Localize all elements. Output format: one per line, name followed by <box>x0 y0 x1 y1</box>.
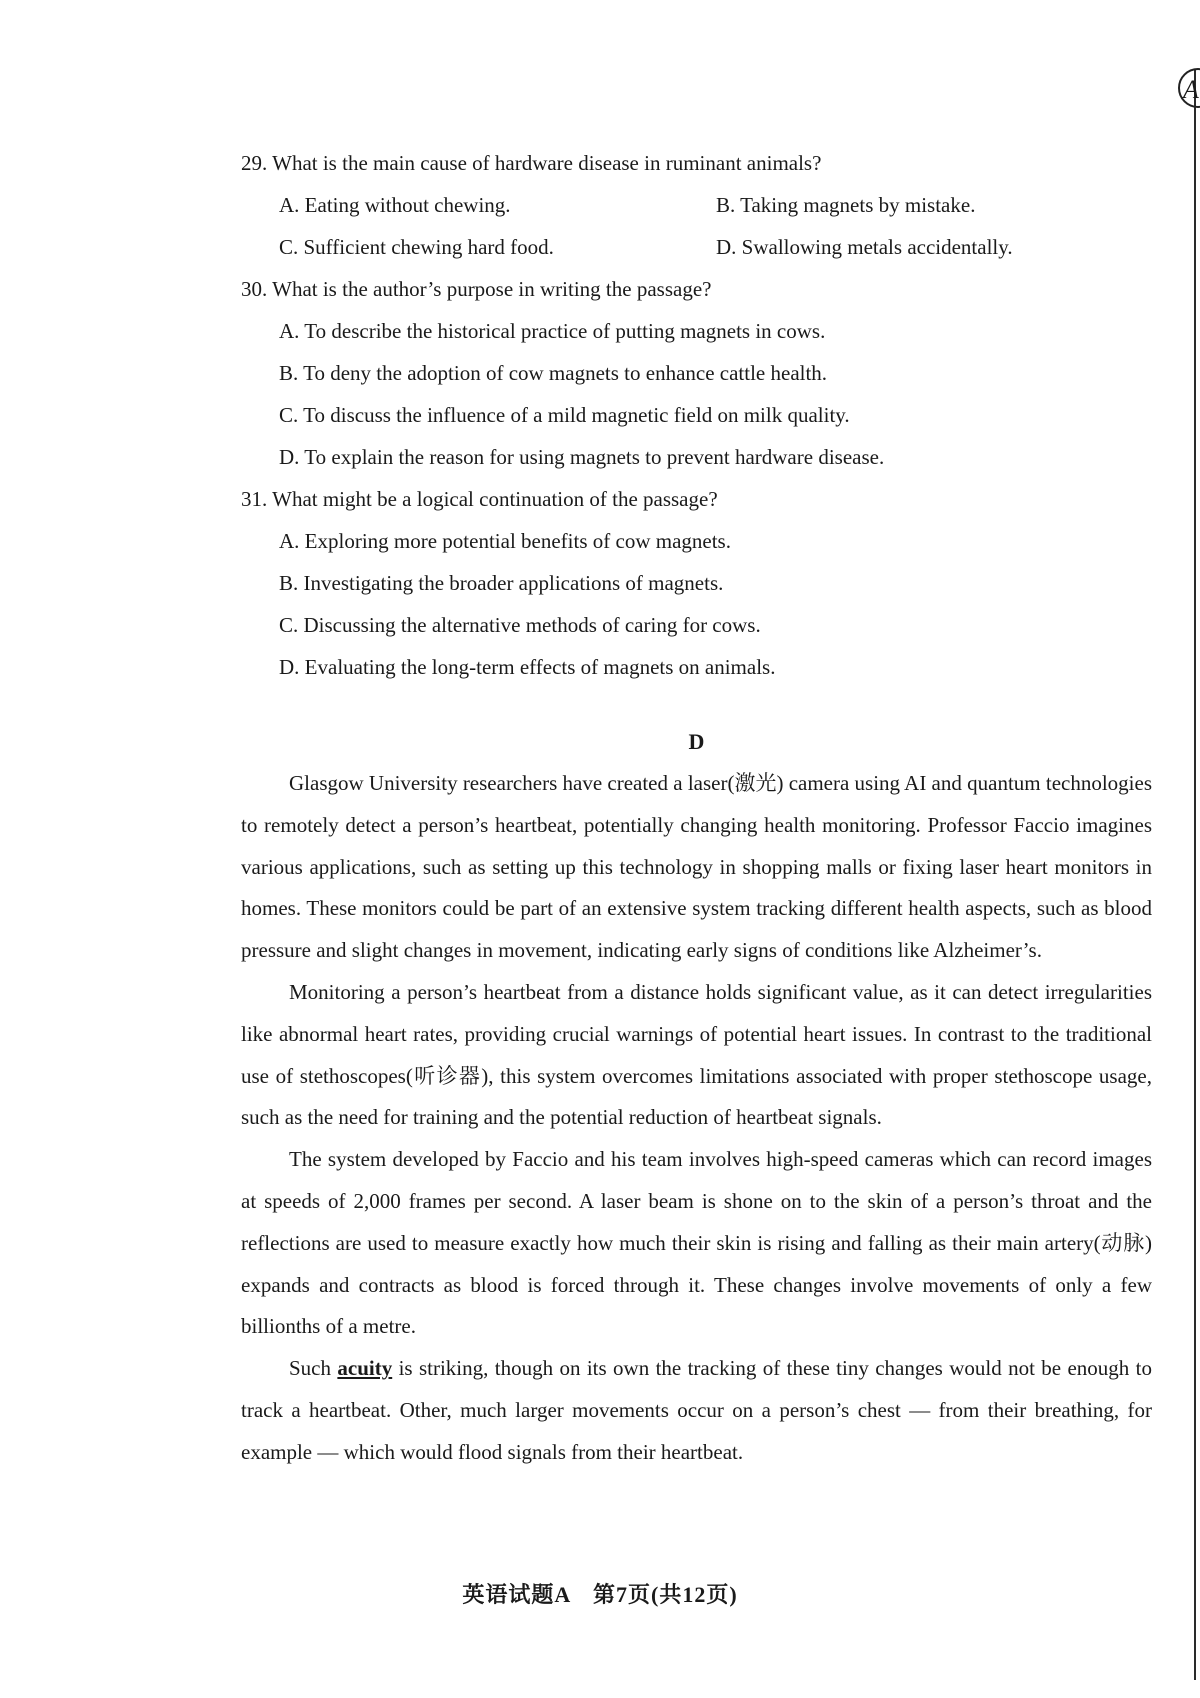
question-30-option-d: D. To explain the reason for using magnets to prevent hardware disease. <box>279 445 885 469</box>
passage-paragraph-1: Glasgow University researchers have created a laser(激光) camera using AI and quantum technologies to remotely detect a person’s heartbeat, potentially changing health monitoring. Professor Faccio imagines various applications, such as setting up this technology in shopping malls or fixing laser heart monitors in homes. These monitors could be part of an extensive system tracking different health aspects, such as blood pressure and slight changes in movement, indicating early signs of conditions like Alzheimer’s. <box>241 771 1153 963</box>
question-31-option-b: B. Investigating the broader applications of magnets. <box>279 571 724 595</box>
question-29-option-a: A. Eating without chewing. <box>279 193 511 217</box>
question-29-option-b: B. Taking magnets by mistake. <box>716 193 976 217</box>
question-30-option-b: B. To deny the adoption of cow magnets to enhance cattle health. <box>279 361 828 385</box>
section-heading: D <box>688 729 705 754</box>
paragraph-4-rest: is striking, though on its own the tracking of these tiny changes would not be enough to track a heartbeat. Other, much larger movements occur on a person’s chest — from their breathing, for example — which would flood signals from their heartbeat. <box>241 1356 1153 1464</box>
passage-paragraph-4 <box>241 1348 1152 1473</box>
question-30-option-a: A. To describe the historical practice of putting magnets in cows. <box>279 319 826 343</box>
question-29-options-row-1 <box>241 184 1152 226</box>
page-footer: 英语试题A 第7页(共12页) <box>462 1582 738 1607</box>
question-31: 31. What might be a logical continuation of the passage? <box>241 487 718 511</box>
underlined-keyword: acuity <box>337 1356 393 1381</box>
question-31-option-d: D. Evaluating the long-term effects of magnets on animals. <box>279 655 776 679</box>
passage-paragraph-2: Monitoring a person’s heartbeat from a distance holds significant value, as it can detect irregularities like abnormal heart rates, providing crucial warnings of potential heart issues. In contrast to the traditional use of stethoscopes(听诊器), this system overcomes limitations associated with proper stethoscope usage, such as the need for training and the potential reduction of heartbeat signals. <box>241 979 1152 1130</box>
paper-version-mark: A <box>1178 68 1200 108</box>
question-29-option-d: D. Swallowing metals accidentally. <box>716 235 1013 259</box>
page-edge-line <box>1194 70 1196 1680</box>
question-29-options-row-2 <box>241 226 1152 268</box>
paragraph-4-start: Such <box>289 1356 331 1381</box>
question-29-option-c: C. Sufficient chewing hard food. <box>279 235 554 259</box>
question-29: 29. What is the main cause of hardware disease in ruminant animals? <box>241 151 822 175</box>
question-31-option-a: A. Exploring more potential benefits of cow magnets. <box>279 529 731 553</box>
content-area <box>241 142 1153 1464</box>
question-30-option-c: C. To discuss the influence of a mild magnetic field on milk quality. <box>279 403 850 427</box>
reading-passage <box>241 763 1152 1474</box>
question-31-option-c: C. Discussing the alternative methods of caring for cows. <box>279 613 761 637</box>
passage-paragraph-3: The system developed by Faccio and his team involves high-speed cameras which can record images at speeds of 2,000 frames per second. A laser beam is shone on to the skin of a person’s throat and the reflections are used to measure exactly how much their skin is rising and falling as their main artery(动脉) expands and contracts as blood is forced through it. These changes involve movements of only a few billionths of a metre. <box>241 1147 1152 1339</box>
question-30: 30. What is the author’s purpose in writing the passage? <box>241 277 712 301</box>
